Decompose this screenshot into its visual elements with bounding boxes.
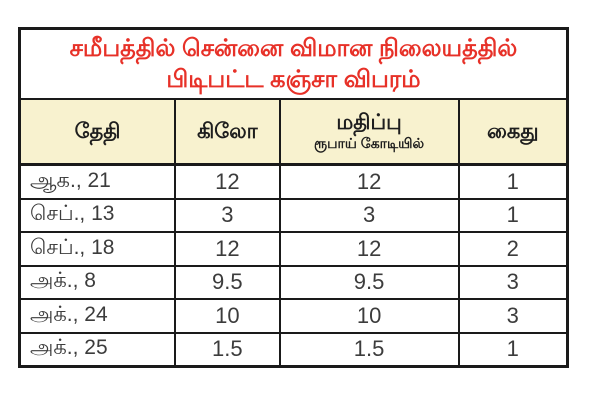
table-row [21, 300, 566, 334]
table-title-line-2: பிடிபட்ட கஞ்சா விபரம் [166, 66, 421, 93]
table-title [21, 30, 566, 100]
cell-kilo: 12 [176, 233, 280, 265]
header-value [281, 100, 460, 163]
header-arrest [460, 100, 566, 163]
header-kilo-label: கிலோ [197, 119, 258, 143]
cell-value: 10 [281, 300, 460, 332]
table-title-line-1: சமீபத்தில் சென்னை விமான நிலையத்தில் [69, 35, 518, 62]
cell-arrest: 1 [506, 336, 519, 362]
cell-kilo: 12 [176, 166, 280, 198]
cell-value: 1.5 [281, 334, 460, 366]
cell-arrest: 1 [506, 202, 519, 228]
table-header-row [21, 100, 566, 166]
cell-date: அக்., 24 [21, 300, 176, 332]
header-arrest-label: கைது [487, 119, 539, 143]
cell-kilo: 3 [176, 200, 280, 232]
seizure-table [18, 27, 569, 368]
table-row [21, 267, 566, 301]
cell-kilo: 9.5 [176, 267, 280, 299]
cell-value: 12 [281, 166, 460, 198]
header-date-label: தேதி [74, 119, 121, 143]
cell-date: செப்., 18 [21, 233, 176, 265]
cell-date: ஆக., 21 [21, 166, 176, 198]
table-row [21, 166, 566, 200]
cell-arrest: 1 [506, 168, 519, 194]
table-body [21, 166, 566, 365]
cell-kilo: 10 [176, 300, 280, 332]
cell-kilo: 1.5 [176, 334, 280, 366]
cell-date: அக்., 8 [21, 267, 176, 299]
header-date [21, 100, 176, 163]
header-value-sublabel: ரூபாய் கோடியில் [314, 135, 425, 151]
table-row [21, 233, 566, 267]
cell-value: 3 [281, 200, 460, 232]
cell-date: செப்., 13 [21, 200, 176, 232]
cell-arrest: 3 [506, 269, 519, 295]
header-value-label: மதிப்பு [336, 111, 402, 134]
cell-value: 9.5 [281, 267, 460, 299]
cell-arrest: 3 [506, 302, 519, 328]
cell-date: அக்., 25 [21, 334, 176, 366]
header-kilo [176, 100, 280, 163]
cell-arrest: 2 [506, 235, 519, 261]
table-row [21, 334, 566, 366]
table-row [21, 200, 566, 234]
cell-value: 12 [281, 233, 460, 265]
